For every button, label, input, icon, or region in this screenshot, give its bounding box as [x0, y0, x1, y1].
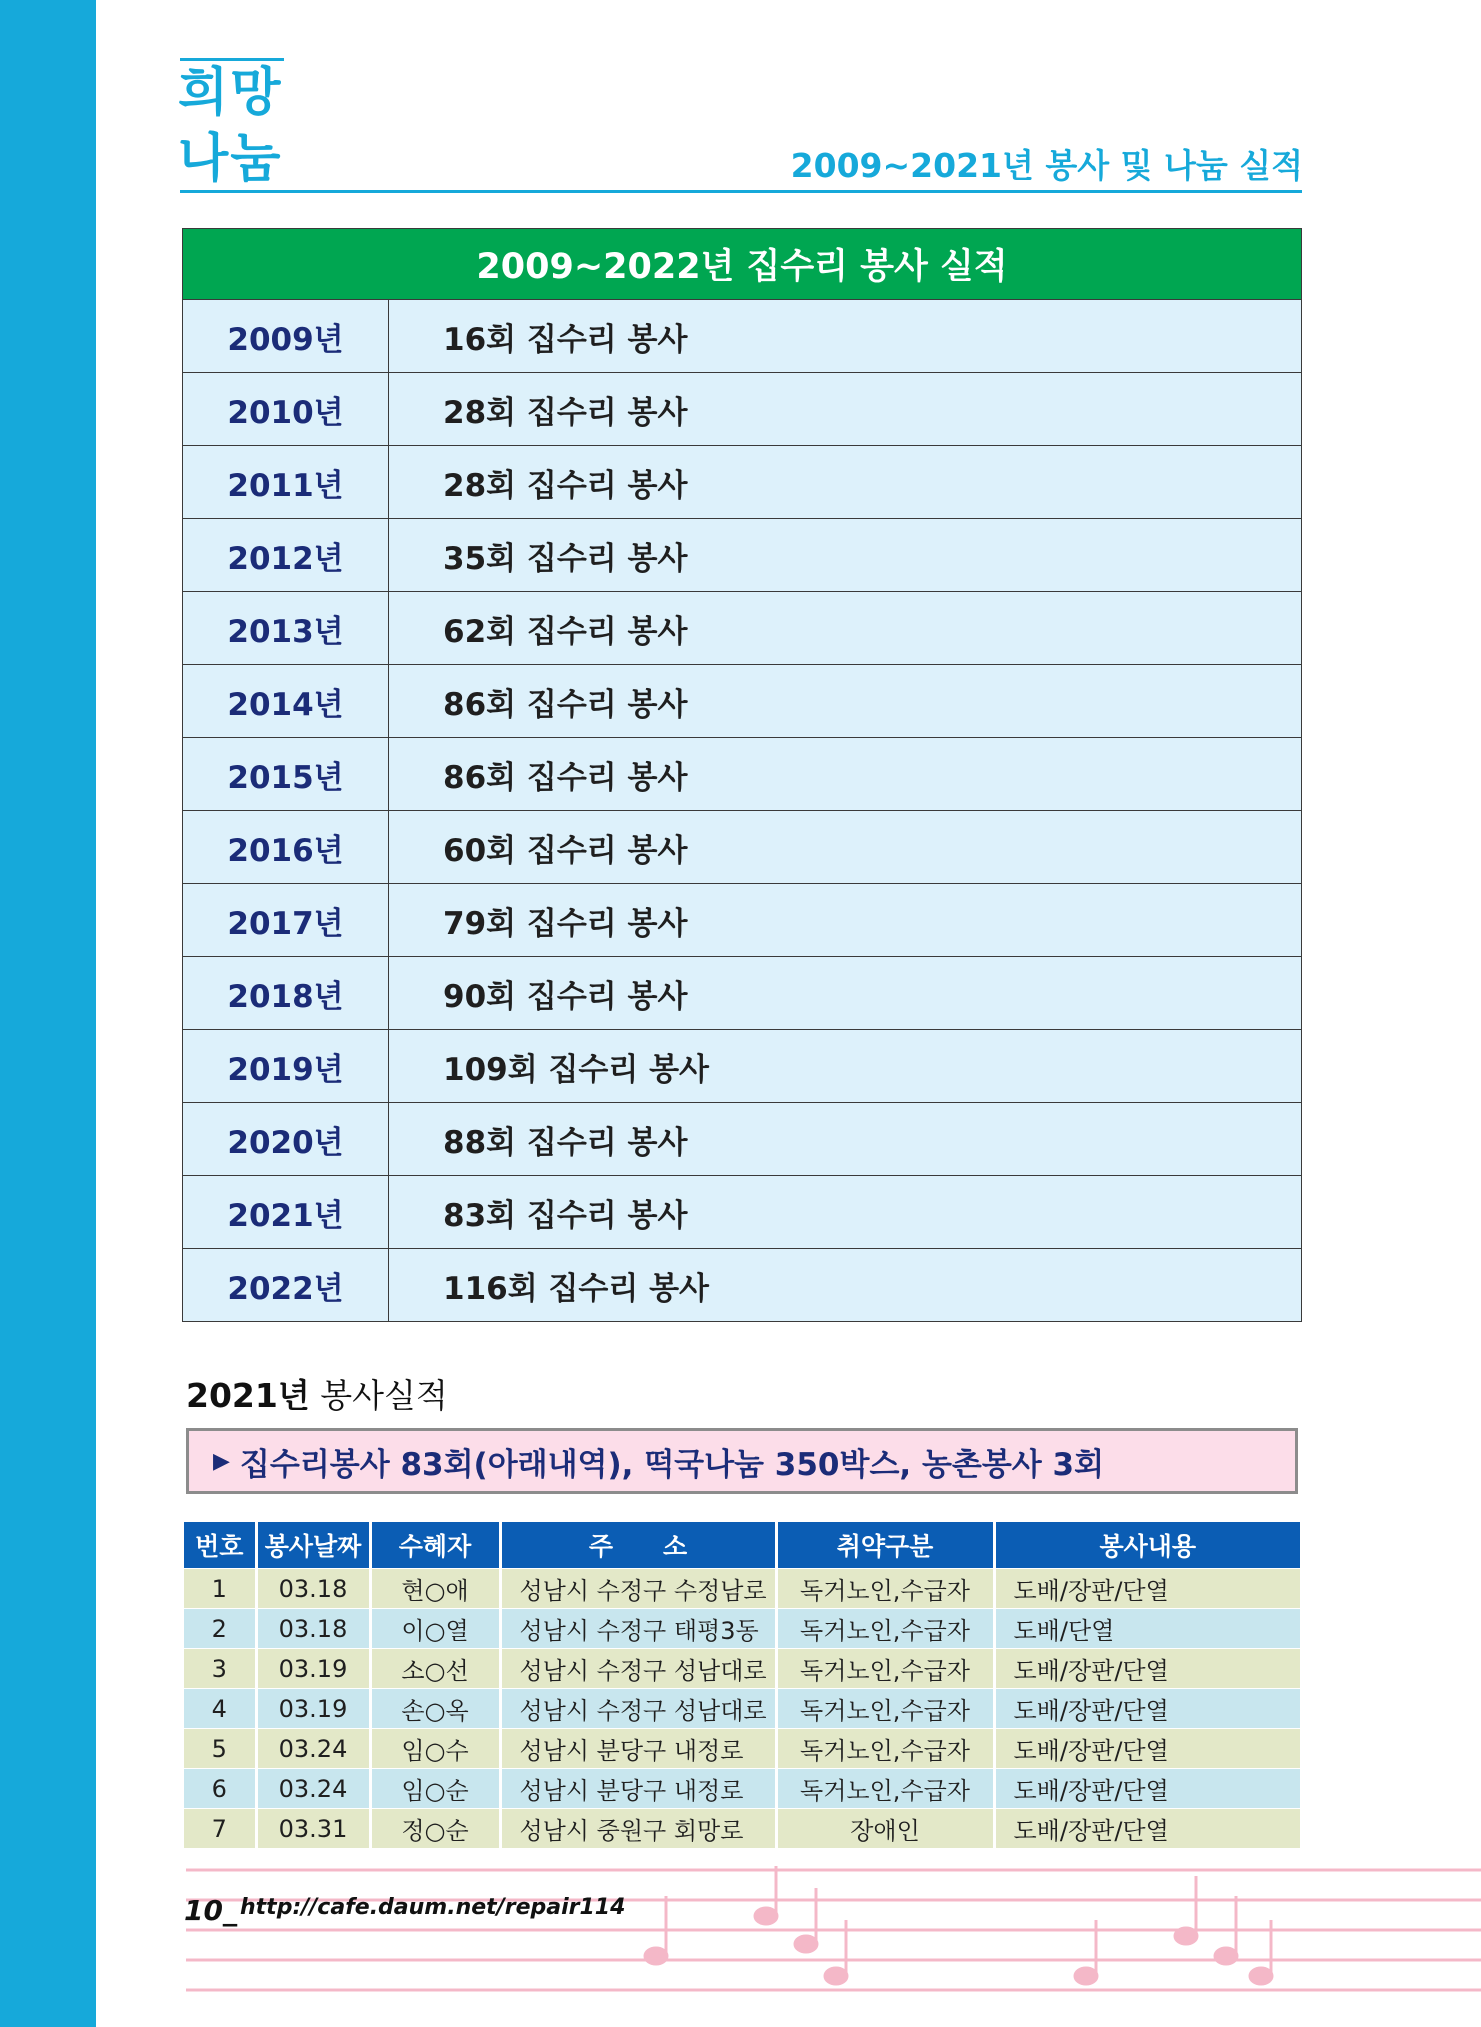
records-row	[183, 1176, 1302, 1249]
records-year-cell: 2014년	[183, 665, 389, 738]
detail-cell: 성남시 중원구 회망로	[500, 1809, 776, 1849]
detail-cell: 3	[184, 1649, 256, 1689]
detail-cell: 독거노인,수급자	[776, 1649, 994, 1689]
detail-cell: 성남시 수정구 성남대로	[500, 1649, 776, 1689]
records-row	[183, 1103, 1302, 1176]
records-year-cell: 2009년	[183, 300, 389, 373]
records-year-cell: 2015년	[183, 738, 389, 811]
records-year-cell: 2020년	[183, 1103, 389, 1176]
section-title-rest: 봉사실적	[309, 1376, 448, 1415]
records-table-title: 2009~2022년 집수리 봉사 실적	[183, 229, 1302, 300]
summary-text: 집수리봉사 83회(아래내역), 떡국나눔 350박스, 농촌봉사 3회	[239, 1446, 1105, 1483]
detail-row	[184, 1649, 1300, 1689]
records-desc-cell: 16회 집수리 봉사	[389, 300, 1302, 373]
detail-cell: 성남시 수정구 태평3동	[500, 1609, 776, 1649]
detail-cell: 정○순	[370, 1809, 500, 1849]
records-desc-cell: 79회 집수리 봉사	[389, 884, 1302, 957]
page-number: 10_	[184, 1894, 237, 1927]
detail-cell: 03.18	[256, 1609, 370, 1649]
records-year-cell: 2012년	[183, 519, 389, 592]
detail-cell: 성남시 분당구 내정로	[500, 1729, 776, 1769]
detail-cell: 2	[184, 1609, 256, 1649]
records-desc-cell: 28회 집수리 봉사	[389, 373, 1302, 446]
detail-header-cell: 취약구분	[776, 1522, 994, 1569]
section-year: 2021년	[186, 1376, 310, 1415]
detail-cell: 7	[184, 1809, 256, 1849]
header-rule	[180, 190, 1302, 193]
records-row	[183, 1249, 1302, 1322]
detail-header-cell: 봉사내용	[994, 1522, 1300, 1569]
detail-cell: 1	[184, 1569, 256, 1609]
detail-header-cell: 주 소	[500, 1522, 776, 1569]
detail-cell: 03.18	[256, 1569, 370, 1609]
detail-header-cell: 번호	[184, 1522, 256, 1569]
records-desc-cell: 86회 집수리 봉사	[389, 738, 1302, 811]
records-desc-cell: 86회 집수리 봉사	[389, 665, 1302, 738]
records-row	[183, 592, 1302, 665]
detail-cell: 독거노인,수급자	[776, 1609, 994, 1649]
detail-cell: 03.19	[256, 1649, 370, 1689]
records-year-cell: 2013년	[183, 592, 389, 665]
detail-cell: 이○열	[370, 1609, 500, 1649]
triangle-right-icon: ▶	[213, 1448, 230, 1474]
summary-box	[186, 1428, 1298, 1494]
records-row	[183, 446, 1302, 519]
records-table-body	[183, 300, 1302, 1322]
detail-cell: 도배/장판/단열	[994, 1729, 1300, 1769]
records-year-cell: 2016년	[183, 811, 389, 884]
detail-row	[184, 1769, 1300, 1809]
records-row	[183, 519, 1302, 592]
detail-cell: 독거노인,수급자	[776, 1689, 994, 1729]
detail-cell: 독거노인,수급자	[776, 1729, 994, 1769]
records-desc-cell: 60회 집수리 봉사	[389, 811, 1302, 884]
records-desc-cell: 35회 집수리 봉사	[389, 519, 1302, 592]
records-row	[183, 738, 1302, 811]
detail-cell: 도배/장판/단열	[994, 1649, 1300, 1689]
records-row	[183, 665, 1302, 738]
records-row	[183, 957, 1302, 1030]
detail-cell: 도배/장판/단열	[994, 1689, 1300, 1729]
records-year-cell: 2019년	[183, 1030, 389, 1103]
footer-url: http://cafe.daum.net/repair114	[240, 1895, 626, 1920]
detail-cell: 장애인	[776, 1809, 994, 1849]
detail-table-header	[184, 1522, 1300, 1569]
detail-cell: 4	[184, 1689, 256, 1729]
detail-table-body	[184, 1569, 1300, 1849]
detail-cell: 독거노인,수급자	[776, 1769, 994, 1809]
records-desc-cell: 116회 집수리 봉사	[389, 1249, 1302, 1322]
detail-cell: 성남시 수정구 성남대로	[500, 1689, 776, 1729]
records-desc-cell: 28회 집수리 봉사	[389, 446, 1302, 519]
records-row	[183, 811, 1302, 884]
detail-cell: 도배/장판/단열	[994, 1809, 1300, 1849]
detail-cell: 03.24	[256, 1769, 370, 1809]
section-title	[186, 1370, 448, 1417]
detail-cell: 손○옥	[370, 1689, 500, 1729]
records-year-cell: 2021년	[183, 1176, 389, 1249]
brand-logo-text	[178, 60, 282, 192]
detail-cell: 03.24	[256, 1729, 370, 1769]
records-row	[183, 884, 1302, 957]
detail-cell: 독거노인,수급자	[776, 1569, 994, 1609]
detail-cell: 임○순	[370, 1769, 500, 1809]
detail-cell: 6	[184, 1769, 256, 1809]
detail-cell: 도배/장판/단열	[994, 1769, 1300, 1809]
detail-row	[184, 1809, 1300, 1849]
detail-cell: 도배/단열	[994, 1609, 1300, 1649]
detail-header-cell: 봉사날짜	[256, 1522, 370, 1569]
detail-table	[184, 1522, 1300, 1848]
detail-row	[184, 1569, 1300, 1609]
detail-cell: 03.19	[256, 1689, 370, 1729]
detail-row	[184, 1689, 1300, 1729]
detail-cell: 성남시 수정구 수정남로	[500, 1569, 776, 1609]
records-year-cell: 2022년	[183, 1249, 389, 1322]
detail-row	[184, 1729, 1300, 1769]
detail-cell: 03.31	[256, 1809, 370, 1849]
records-desc-cell: 88회 집수리 봉사	[389, 1103, 1302, 1176]
records-year-cell: 2011년	[183, 446, 389, 519]
records-desc-cell: 62회 집수리 봉사	[389, 592, 1302, 665]
music-staff-decoration	[186, 1866, 1481, 2016]
page-header-title: 2009~2021년 봉사 및 나눔 실적	[790, 146, 1303, 185]
records-year-cell: 2017년	[183, 884, 389, 957]
detail-row	[184, 1609, 1300, 1649]
detail-cell: 현○애	[370, 1569, 500, 1609]
records-row	[183, 1030, 1302, 1103]
brand-line-2: 나눔	[178, 129, 283, 189]
records-year-cell: 2010년	[183, 373, 389, 446]
detail-header-cell: 수혜자	[370, 1522, 500, 1569]
detail-cell: 성남시 분당구 내정로	[500, 1769, 776, 1809]
left-color-bar	[0, 0, 96, 2027]
detail-cell: 임○수	[370, 1729, 500, 1769]
records-desc-cell: 109회 집수리 봉사	[389, 1030, 1302, 1103]
records-year-cell: 2018년	[183, 957, 389, 1030]
records-table	[182, 228, 1302, 1322]
detail-cell: 소○선	[370, 1649, 500, 1689]
records-row	[183, 300, 1302, 373]
records-row	[183, 373, 1302, 446]
detail-cell: 5	[184, 1729, 256, 1769]
brand-line-1: 희망	[178, 63, 283, 123]
detail-cell: 도배/장판/단열	[994, 1569, 1300, 1609]
records-desc-cell: 83회 집수리 봉사	[389, 1176, 1302, 1249]
records-desc-cell: 90회 집수리 봉사	[389, 957, 1302, 1030]
